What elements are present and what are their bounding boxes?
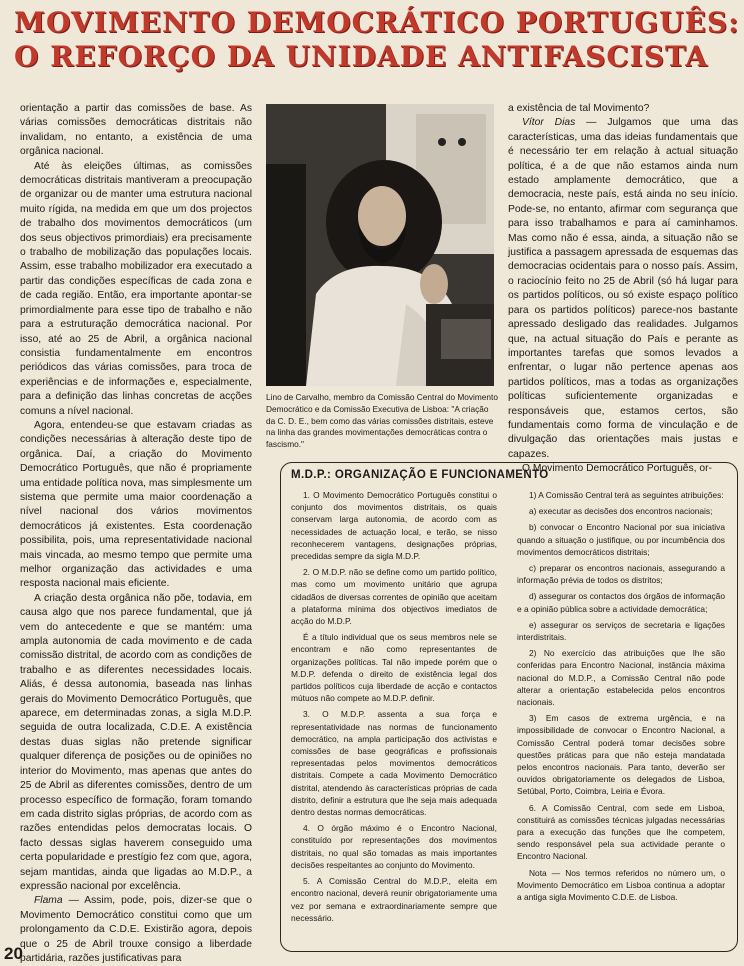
portrait-illustration: [266, 104, 494, 386]
paragraph: O Movimento Democrático Português, or-: [522, 463, 712, 475]
statute-paragraph: 5. A Comissão Central do M.D.P., eleita em encontro nacional, deverá reunir obrigatoriamente uma vez por semana e extraordinariamente sempre que necessário.: [291, 876, 497, 923]
sidebar-box-title: M.D.P.: ORGANIZAÇÃO E FUNCIONAMENTO: [291, 469, 549, 481]
statute-paragraph: 4. O órgão máximo é o Encontro Nacional, constituído por representações dos movimentos distritais, no qual são tomadas as mais importantes decisões respeitantes ao conjunto do Movimento.: [291, 823, 497, 870]
headline: [14, 6, 738, 74]
paragraph: [20, 894, 252, 966]
paragraph: Agora, entendeu-se que estavam criadas as condições necessárias à alteração deste tipo de orgânica. Daí, a criação do Movimento Democrático Português, que não é propriamente uma entidade política nova, mas simplesmente um sistema que permite uma maior coordenação a nível nacional dos vários movimentos democráticos já existentes. Esta coordenação possibilita, pois, uma representatividade nacional mais vincada, ao mesmo tempo que permite uma melhor organização das actividades e uma resposta nacional mais eficiente.: [20, 419, 252, 590]
article-column-1: [20, 102, 252, 964]
statute-paragraph: 3) Em casos de extrema urgência, e na impossibilidade de convocar o Encontro Nacional, a Comissão Central poderá tomar decisões sobre questões práticas para que não esteja mandatada pelos encontros nacionais. Para tanto, deverão ser ouvidos obrigatoriamente os delegados de Lisboa, Setúbal, Porto, Coimbra, Leiria e Évora.: [517, 713, 725, 797]
statute-paragraph: Nota — Nos termos referidos no número um, o Movimento Democrático em Lisboa continua a adoptar a antiga sigla Movimento C.D.E. de Lisboa.: [517, 867, 725, 903]
statute-paragraph: 6. A Comissão Central, com sede em Lisboa, constituirá as comissões técnicas julgadas necessárias para a execução das funções que lhe competem, sendo responsável pela sua actividade perante o Encontro Nacional.: [517, 802, 725, 862]
headline-line-1: MOVIMENTO DEMOCRÁTICO PORTUGUÊS:: [14, 6, 740, 39]
statute-paragraph: 2) No exercício das atribuições que lhe são conferidas para Encontro Nacional, instância máxima nacional do M.D.P., a Comissão Central não pode alterar a orientação estabelecida pelos encontros nacionais.: [517, 648, 725, 708]
paragraph: orientação a partir das comissões de base. As várias comissões democráticas distritais não invalidam, no entanto, a existência de uma orgânica nacional.: [20, 103, 252, 158]
statute-paragraph: É a título individual que os seus membros nele se encontram e não como representantes de organizações políticas. Tal não impede porém que o M.D.P. defenda o direito de existência legal dos partidos políticos cuja liberdade de acção e contactos mútuos não compete ao M.D.P. definir.: [291, 632, 497, 704]
paragraph: a existência de tal Movimento?: [508, 103, 650, 114]
statute-paragraph: 1) A Comissão Central terá as seguintes atribuições:: [529, 490, 724, 500]
paragraph: [508, 116, 738, 462]
interview-answer: — Julgamos que uma das características, uma das ideias fundamentais que é necessário ter em relação à actual situação política, é a de que não estamos ainda num estado amplamente democrático, que a democracia, neste país, está ainda no seu início. Pode-se, no entanto, afirmar com segurança que para isso trabalhamos e para aí caminhamos. Mas como não é essa, ainda, a situação não se justifica a passagem apressada de esquemas das democracias ocidentais para o nosso país. Assim, o raciocínio feito no 25 de Abril (só há lugar para os partidos políticos, ou só existe espaço político para os partidos políticos) parece-nos bastante apressado desligado das realidades. Julgamos que, na actual situação do País e perante as importantes tarefas que somos levados a enfrentar, o lugar não pertence apenas aos partidos políticos, mas a todas as organizações políticas suficientemente organizadas e responsáveis que, estamos certos, são fundamentais como forma de vinculação e de divulgação das orientações mais justas e capazes.: [508, 117, 738, 460]
statute-paragraph: c) preparar os encontros nacionais, assegurando a informação prévia de todos os distritos;: [517, 563, 725, 586]
statute-paragraph: 3. O M.D.P. assenta a sua força e representatividade nas normas de funcionamento democrático, na ampla participação dos activistas e comissões de base geográficas e profissionais representadas pelos movimentos democráticos distritais. Compete a cada Movimento Democrático distrital, atendendo às características próprias de cada distrito, definir a estrutura que lhe seja mais adequada dentro destas normas democráticas.: [291, 709, 497, 818]
page-number: 20: [4, 944, 23, 963]
statute-paragraph: 2. O M.D.P. não se define como um partido político, mas como um movimento unitário que agrupa cidadãos de diversas correntes de opinião que aceitam a plataforma mínima dos objectivos imediatos de acção do M.D.P.: [291, 567, 497, 627]
paragraph: Até às eleições últimas, as comissões democráticas distritais mantiveram a preocupação de organizar ou de manter uma estrutura nacional muito rígida, na medida em que um dos projectos de trabalho dos movimentos democráticos (um dos seus objectivos primordiais) era precisamente o trabalho de mobilização das populações locais. Assim, esse trabalho mobilizador era executado a partir das condições específicas de cada zona e de cada região. Então, era importante apontar-se primordialmente para esse tipo de trabalho e não para a estruturação democrática nacional. Por isso, até ao 25 de Abril, a orgânica nacional consistia fundamentalmente em encontros periódicos das várias comissões, para troca de experiências e de informações e, especialmente, para a definição das linhas concretas de acções comuns a nível nacional.: [20, 160, 252, 417]
statute-paragraph: e) assegurar os serviços de secretaria e ligações interdistritais.: [517, 619, 725, 643]
interviewer-name: Flama: [34, 895, 63, 907]
statute-paragraph: a) executar as decisões dos encontros nacionais;: [529, 506, 713, 517]
sidebar-box-column-left: [291, 489, 497, 949]
statute-paragraph: d) assegurar os contactos dos órgãos de informação e a opinião pública sobre a actividade democrática;: [517, 591, 725, 614]
paragraph: A criação desta orgânica não põe, todavia, em causa algo que nos parece fundamental, que já vem do antecedente e que se mantém: uma ampla autonomia de cada movimento e de cada comissão distrital, de acordo com as condições de trabalho e as diferentes necessidades locais. Aliás, é dessa autonomia, baseada nas linhas gerais do Movimento Democrático Português, que aparece, em determinadas zonas, a sigla M.D.P. seguida de outra localizada, C.D.E. A existência destas duas siglas não pretende significar qualquer diferença de posições ou de opiniões no interior do Movimento, mas apenas que antes do 25 de Abril as diferentes comissões, dentro de um processo específico de formação, foram tomando em cada distrito siglas próprias, de acordo com as razões entendidas pelos democratas locais. O facto dessas siglas haverem conseguido uma certa popularidade e prestígio fez com que, agora, sejam mantidas, ainda que ligadas ao M.D.P., a expressão nacional por excelência.: [20, 592, 252, 892]
photo-caption: Lino de Carvalho, membro da Comissão Central do Movimento Democrático e da Comissão Executiva de Lisboa: "A criação da C. D. E., bem como das várias comissões distritais, esteve na linha das grandes movimentações democráticas contra o fascismo.": [266, 392, 498, 450]
sidebar-box: [280, 462, 738, 952]
statute-paragraph: 1. O Movimento Democrático Português constitui o conjunto dos movimentos distritais, os quais conservam larga autonomia, de acordo com as necessidades de actuação local, e terão, se nisso reconhecerem vantagens, designações próprias, precedidas sempre da sigla M.D.P.: [291, 490, 497, 562]
sidebar-box-column-right: [517, 489, 725, 949]
article-column-3: [508, 102, 738, 475]
portrait-photo: [266, 104, 494, 386]
interviewee-name: Vítor Dias: [522, 117, 576, 129]
statute-paragraph: b) convocar o Encontro Nacional por sua iniciativa quando a situação o justifique, ou por incumbência dos movimentos democráticos distritais;: [517, 522, 725, 557]
headline-line-2: O REFORÇO DA UNIDADE ANTIFASCISTA: [14, 40, 709, 73]
interview-question: — Assim, pode, pois, dizer-se que o Movimento Democrático constitui como que um prolongamento da C.D.E. Existirão agora, depois que o 25 de Abril trouxe consigo a liberdade partidária, razões justificativas para: [20, 895, 252, 964]
